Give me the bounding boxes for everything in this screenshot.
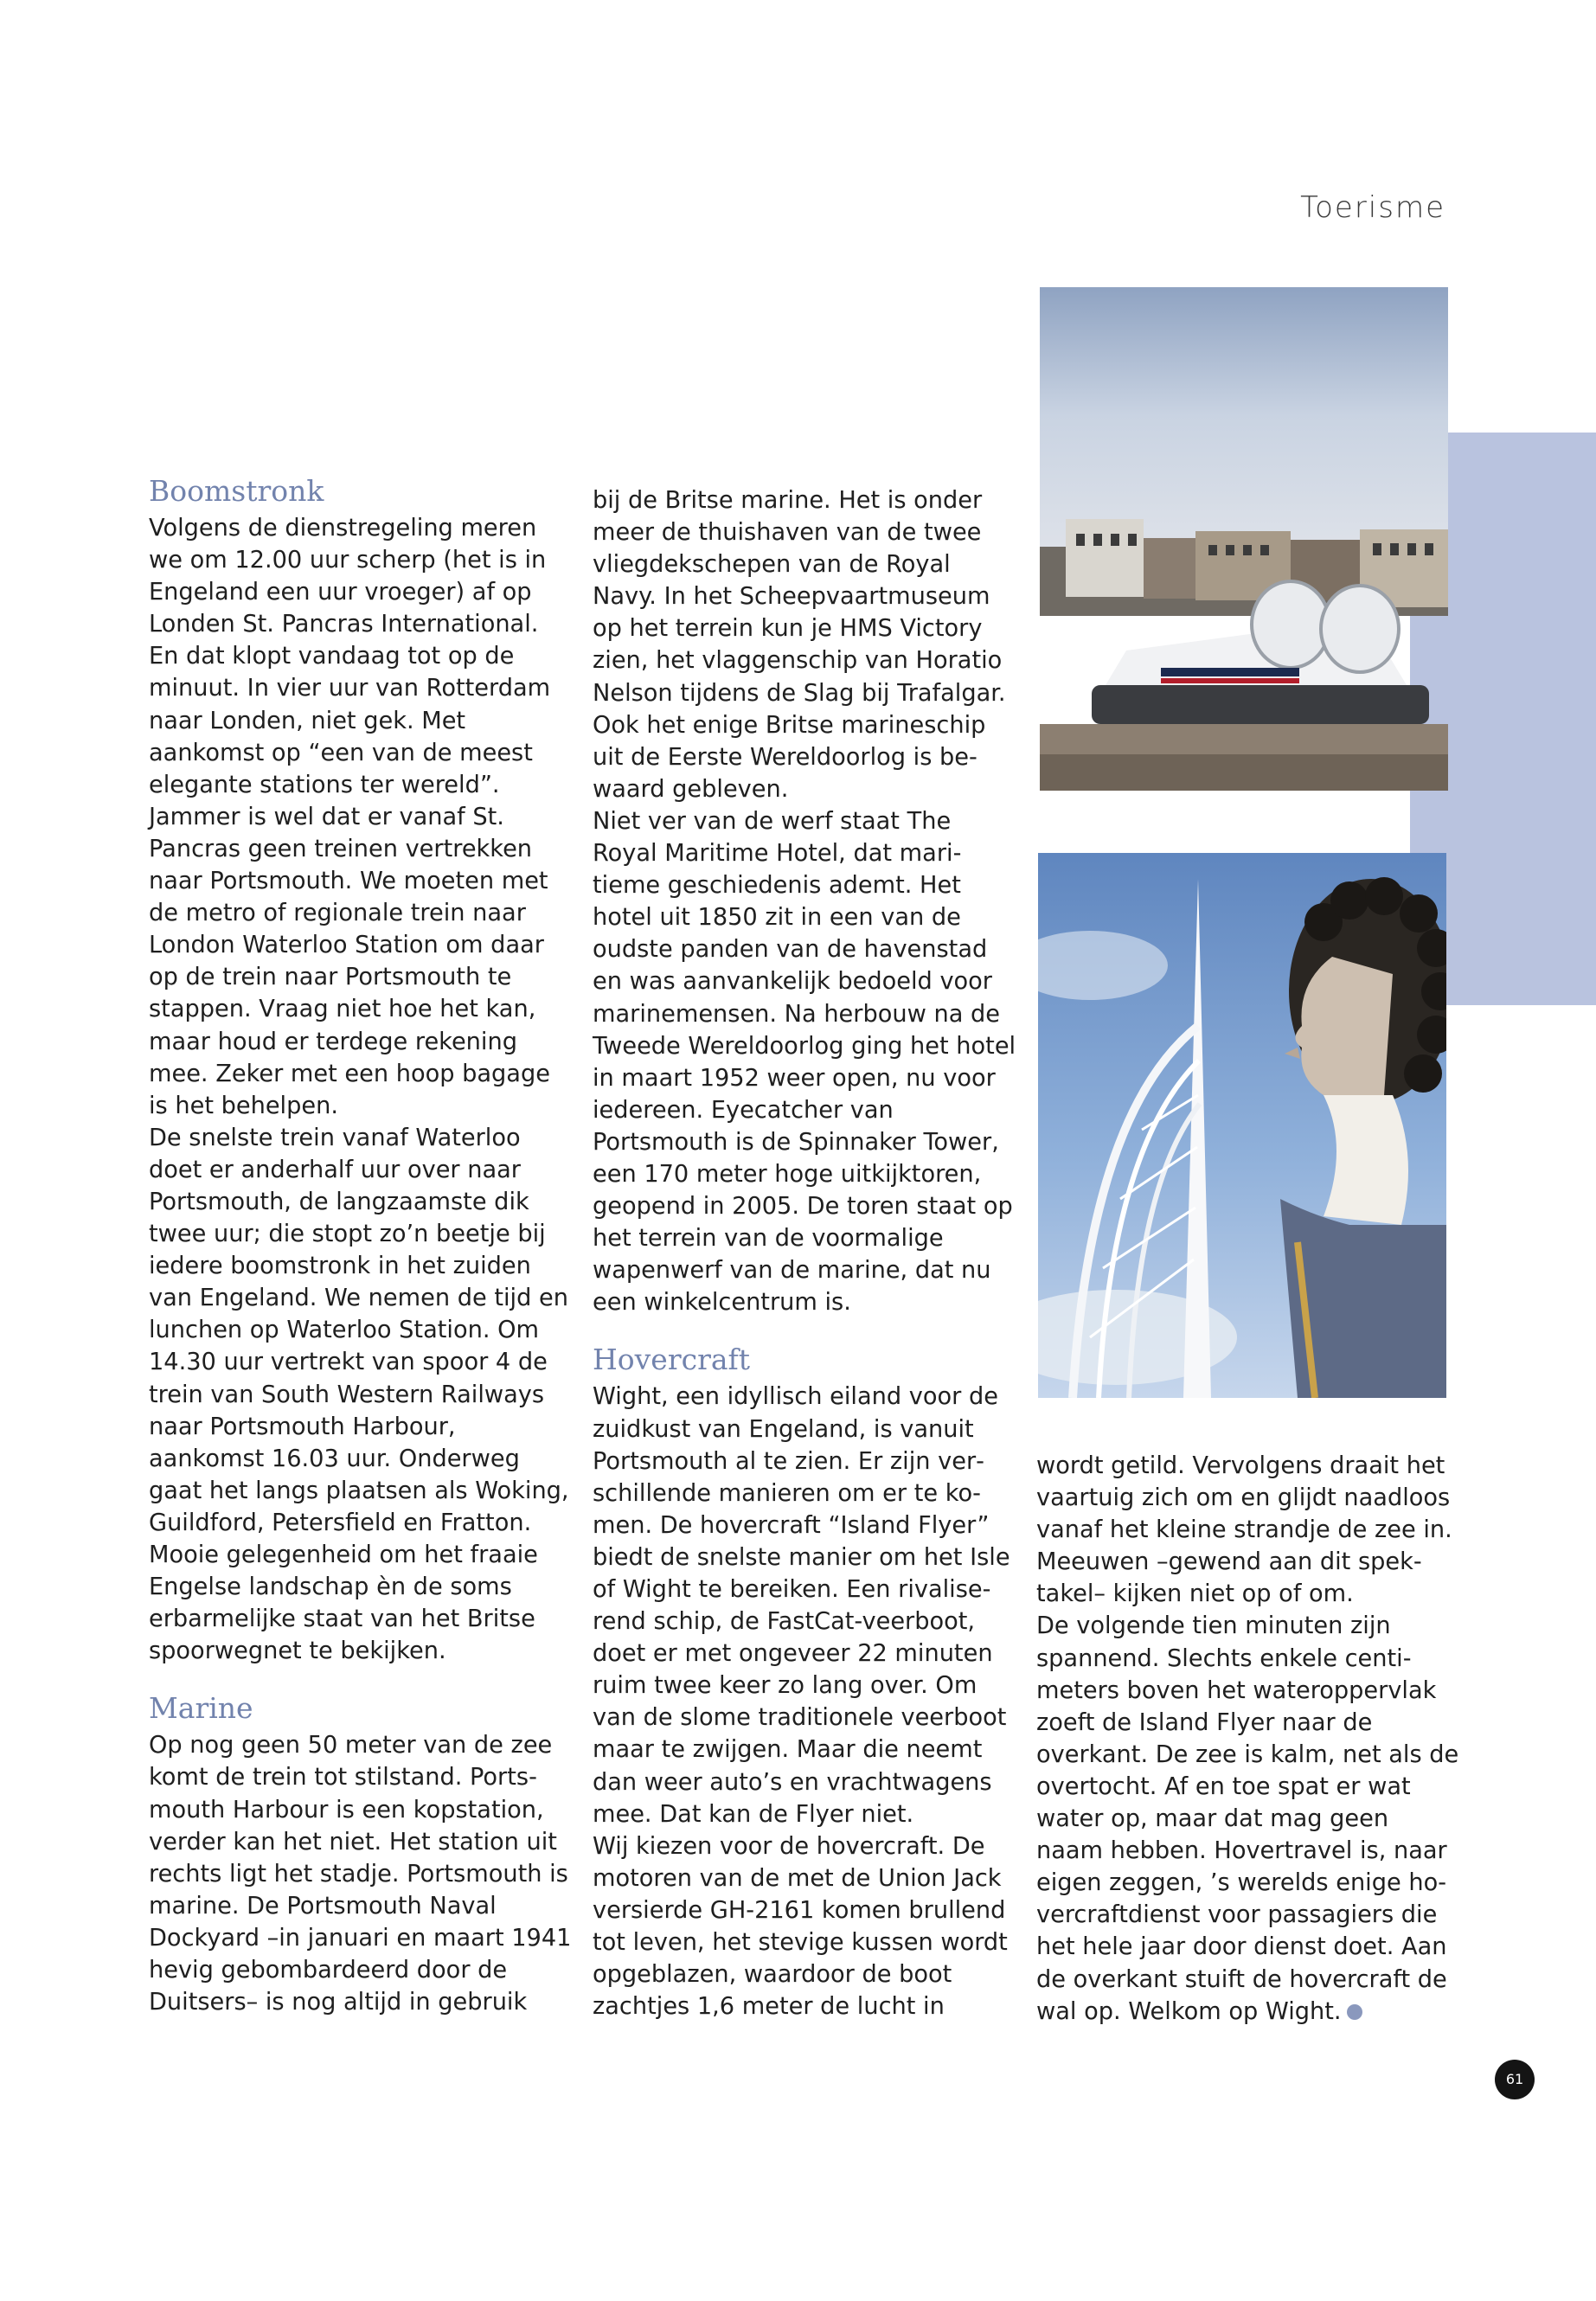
heading-hovercraft: Hovercraft <box>593 1343 750 1377</box>
heading-marine: Marine <box>149 1691 253 1726</box>
heading-boomstronk: Boomstronk <box>149 474 324 508</box>
paragraph: wordt getild. Vervolgens draait het vaartuig zich om en glijdt naadloos vanaf het kleine strandje de zee in. Meeuwen –gewend aan dit spektakel– kijken niet op of om. <box>1036 1452 1452 1608</box>
end-mark-icon <box>1347 2004 1362 2020</box>
text-column-1 <box>149 474 573 2018</box>
paragraph: Niet ver van de werf staat The Royal Maritime Hotel, dat maritieme geschiedenis ademt. Het hotel uit 1850 zit in een van de oudste panden van de havenstad en was aanvankelijk bedoeld voor marinemensen. Na herbouw na de Tweede Wereldoorlog ging het hotel in maart 1952 weer open, nu voor iedereen. Eyecatcher van Portsmouth is de Spinnaker Tower, een 170 meter hoge uitkijktoren, geopend in 2005. De toren staat op het terrein van de voormalige wapenwerf van de marine, dat nu een winkelcentrum is. <box>593 807 1016 1317</box>
page-number: 61 <box>1495 2060 1535 2099</box>
paragraph: Wight, een idyllisch eiland voor de zuidkust van Engeland, is vanuit Portsmouth al te zien. Er zijn verschillende manieren om er te komen. De hovercraft “Island Flyer” biedt de snelste manier om het Isle of Wight te bereiken. Een rivaliserend schip, de FastCat-veerboot, doet er met ongeveer 22 minuten ruim twee keer zo lang over. Om van de slome traditionele veerboot maar te zwijgen. Maar die neemt dan weer auto’s en vrachtwagens mee. Dat kan de Flyer niet. <box>593 1383 1010 1828</box>
paragraph: Volgens de dienstregeling meren we om 12.00 uur scherp (het is in Engeland een uur vroeger) af op Londen St. Pancras International. En dat klopt vandaag tot op de minuut. In vier uur van Rotterdam naar Londen, niet gek. Met aankomst op “een van de meest elegante stations ter wereld”. Jammer is wel dat er vanaf St. Pancras geen treinen vertrekken naar Portsmouth. We moeten met de metro of regionale trein naar London Waterloo Station om daar op de trein naar Portsmouth te stappen. Vraag niet hoe het kan, maar houd er terdege rekening mee. Zeker met een hoop bagage is het behelpen. <box>149 515 551 1119</box>
paragraph: bij de Britse marine. Het is onder meer de thuishaven van de twee vliegdekschepen van de Royal Navy. In het Scheepvaartmuseum op het terrein kun je HMS Victory zien, het vlaggenschip van Horatio Nelson tijdens de Slag bij Trafalgar. Ook het enige Britse marineschip uit de Eerste Wereldoorlog is bewaard gebleven. <box>593 487 1006 803</box>
photo-hovercraft <box>1040 287 1448 791</box>
photo-spinnaker-tower-figurehead <box>1038 853 1446 1398</box>
paragraph-final <box>1036 1610 1460 2027</box>
section-label: Toerisme <box>1300 190 1445 225</box>
paragraph: De snelste trein vanaf Waterloo doet er anderhalf uur over naar Portsmouth, de langzaamste dik twee uur; die stopt zo’n beetje bij iedere boomstronk in het zuiden van Engeland. We nemen de tijd en lunchen op Waterloo Station. Om 14.30 uur vertrekt van spoor 4 de trein van South Western Railways naar Portsmouth Harbour, aankomst 16.03 uur. Onderweg gaat het langs plaatsen als Woking, Guildford, Petersfield en Fratton. Mooie gelegenheid om het fraaie Engelse landschap èn de soms erbarmelijke staat van het Britse spoorwegnet te bekijken. <box>149 1124 569 1665</box>
paragraph: Op nog geen 50 meter van de zee komt de trein tot stilstand. Portsmouth Harbour is een kopstation, verder kan het niet. Het station uit rechts ligt het stadje. Portsmouth is marine. De Portsmouth Naval Dockyard –in januari en maart 1941 hevig gebombardeerd door de Duitsers– is nog altijd in gebruik <box>149 1732 572 2016</box>
text-column-2 <box>593 484 1016 2022</box>
text-column-3 <box>1036 1450 1460 2028</box>
paragraph: Wij kiezen voor de hovercraft. De motoren van de met de Union Jack versierde GH-2161 komen brullend tot leven, het stevige kussen wordt opgeblazen, waardoor de boot zachtjes 1,6 meter de lucht in <box>593 1832 1008 2021</box>
paragraph-final-text: De volgende tien minuten zijn spannend. Slechts enkele centimeters boven het wateroppervlak zoeft de Island Flyer naar de overkant. De zee is kalm, net als de overtocht. Af en toe spat er wat water op, maar dat mag geen naam hebben. Hovertravel is, naar eigen zeggen, ’s werelds enige hovercraftdienst voor passagiers die het hele jaar door dienst doet. Aan de overkant stuift de hovercraft de wal op. Welkom op Wight. <box>1036 1612 1459 2025</box>
